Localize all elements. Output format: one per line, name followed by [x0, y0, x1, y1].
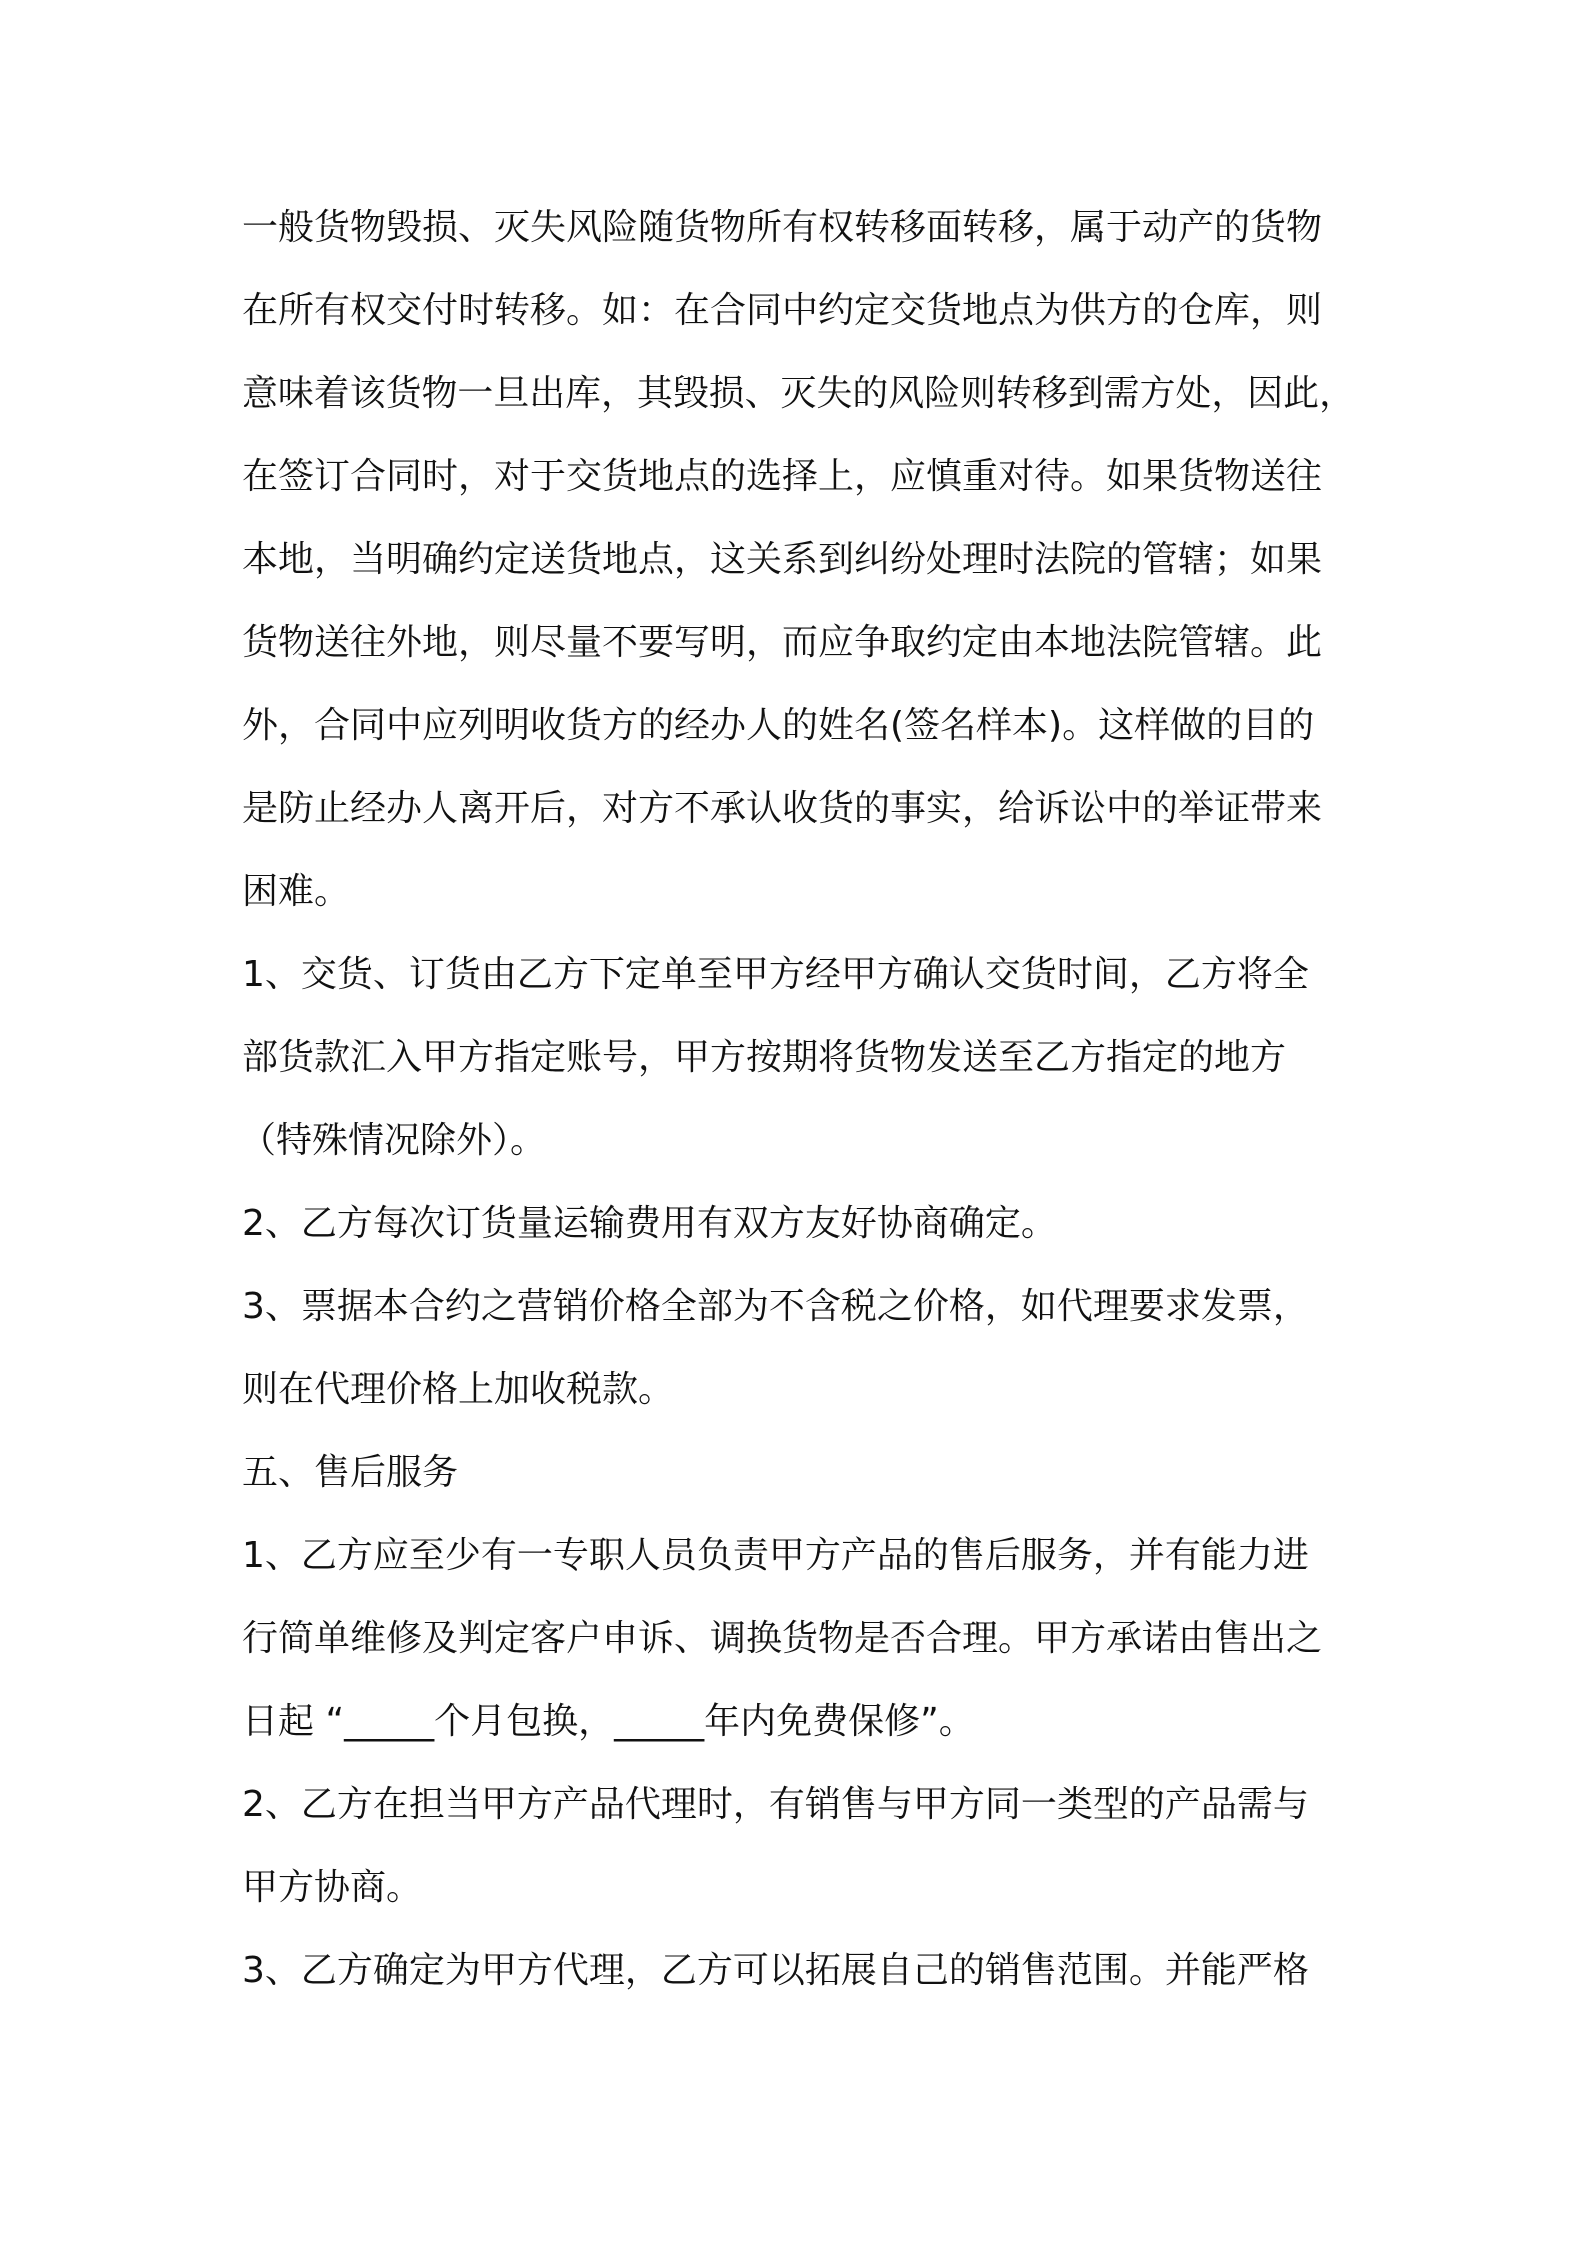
- text-line: 日起 “_____个月包换，_____年内免费保修”。: [242, 1701, 975, 1742]
- text-line: 是防止经办人离开后，对方不承认收货的事实，给诉讼中的举证带来: [242, 788, 1323, 829]
- text-line: 甲方协商。: [242, 1867, 423, 1908]
- text-line: 则在代理价格上加收税款。: [242, 1369, 675, 1410]
- section-heading: 五、售后服务: [242, 1452, 459, 1493]
- text-line: 2、乙方每次订货量运输费用有双方友好协商确定。: [242, 1203, 1057, 1244]
- text-line: 行简单维修及判定客户申诉、调换货物是否合理。甲方承诺由售出之: [242, 1618, 1323, 1659]
- text-line: 一般货物毁损、灭失风险随货物所有权转移面转移，属于动产的货物: [242, 207, 1323, 248]
- text-line: 1、交货、订货由乙方下定单至甲方经甲方确认交货时间，乙方将全: [242, 954, 1309, 995]
- text-line: 1、乙方应至少有一专职人员负责甲方产品的售后服务，并有能力进: [242, 1535, 1309, 1576]
- text-line: 困难。: [242, 871, 351, 912]
- text-line: 部货款汇入甲方指定账号，甲方按期将货物发送至乙方指定的地方: [242, 1037, 1287, 1078]
- text-line: 外，合同中应列明收货方的经办人的姓名(签名样本)。这样做的目的: [242, 705, 1315, 746]
- text-line: （特殊情况除外）。: [240, 1120, 547, 1161]
- text-line: 本地，当明确约定送货地点，这关系到纠纷处理时法院的管辖；如果: [242, 539, 1323, 580]
- text-line: 意味着该货物一旦出库，其毁损、灭失的风险则转移到需方处，因此，: [242, 373, 1356, 414]
- text-line: 在签订合同时，对于交货地点的选择上，应慎重对待。如果货物送往: [242, 456, 1323, 497]
- text-line: 2、乙方在担当甲方产品代理时，有销售与甲方同一类型的产品需与: [242, 1784, 1309, 1825]
- text-line: 在所有权交付时转移。如：在合同中约定交货地点为供方的仓库，则: [242, 290, 1323, 331]
- text-line: 货物送往外地，则尽量不要写明，而应争取约定由本地法院管辖。此: [242, 622, 1323, 663]
- text-line: 3、乙方确定为甲方代理，乙方可以拓展自己的销售范围。并能严格: [242, 1950, 1309, 1991]
- text-line: 3、票据本合约之营销价格全部为不含税之价格，如代理要求发票，: [242, 1286, 1309, 1327]
